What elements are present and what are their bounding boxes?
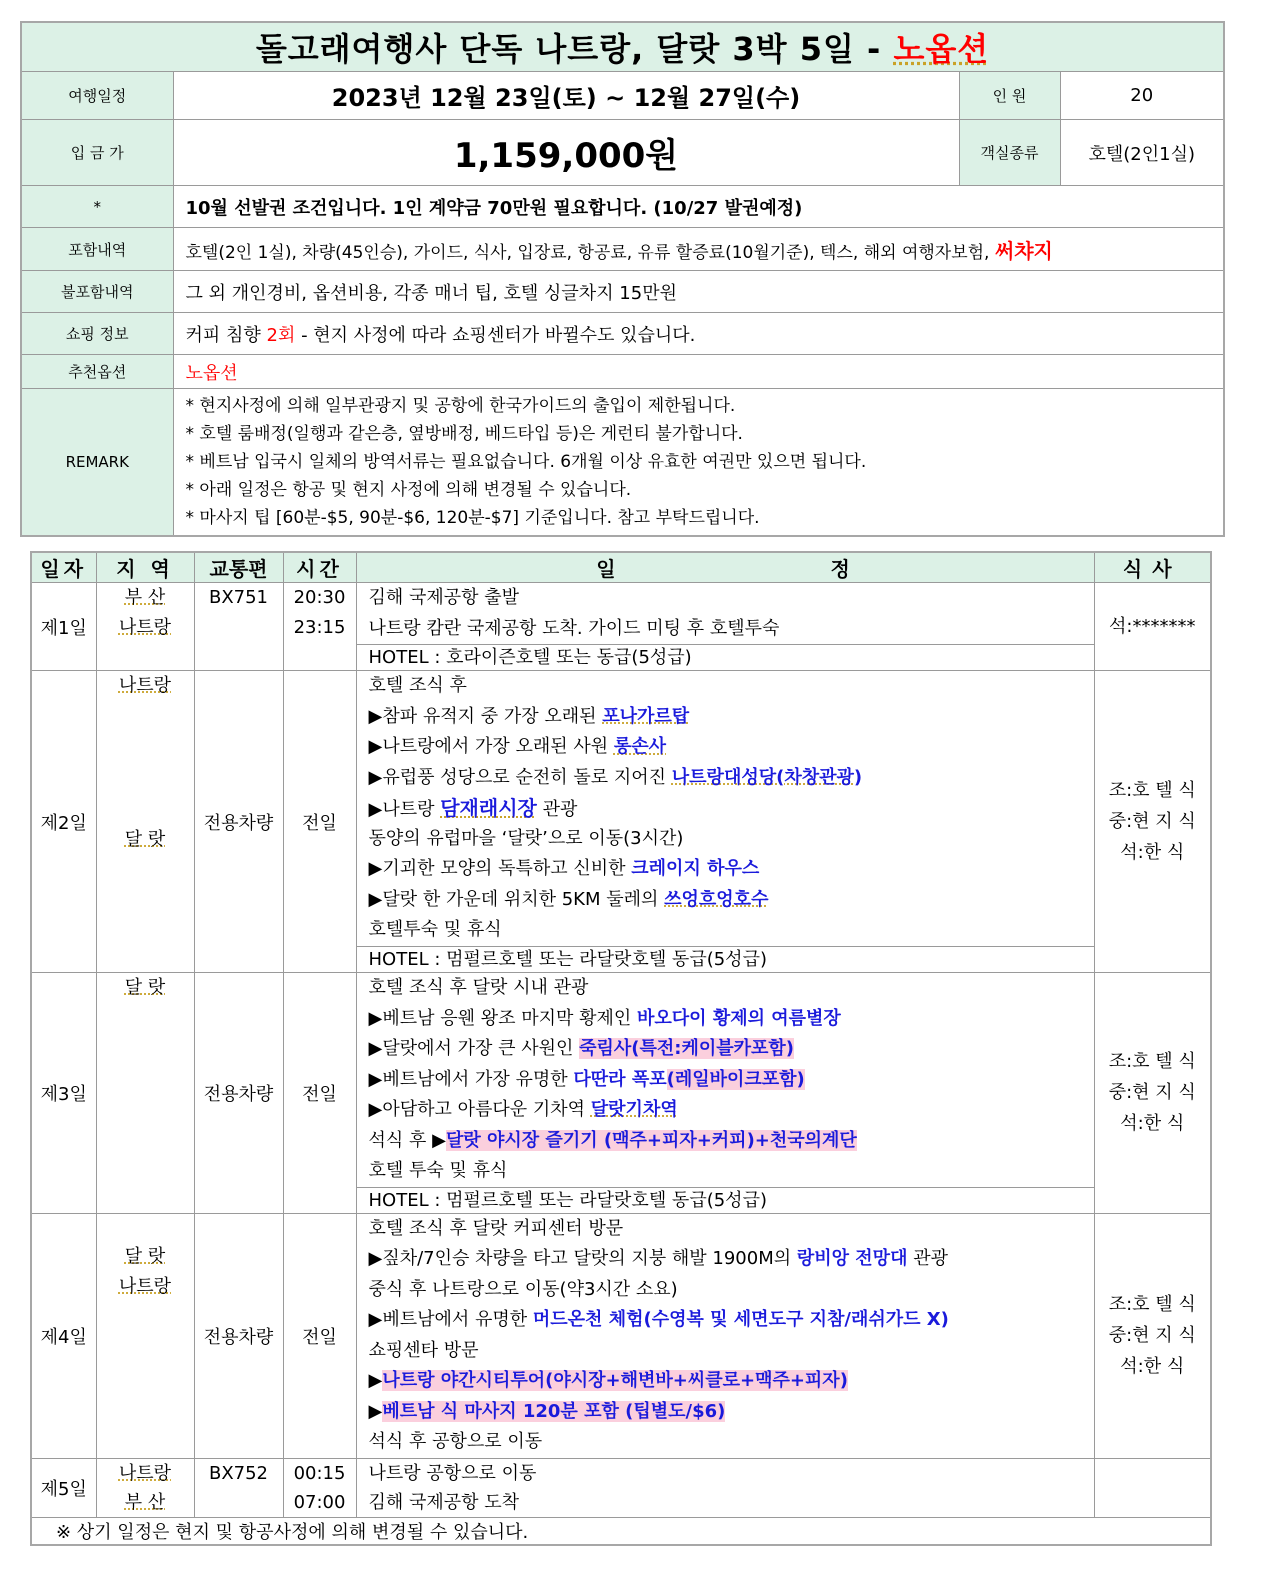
region-name: 나트랑 [118,617,172,638]
schedule-line: 나트랑 공항으로 이동 [368,1462,537,1484]
itinerary-header [31,552,1211,583]
attraction: 랑비앙 전망대 [796,1248,908,1269]
remark-item: * 마사지 팁 [60분-$5, 90분-$6, 120분-$7] 기준입니다. 참고 부탁드립니다. [185,508,760,528]
hotel-line: HOTEL : 멈펄르호텔 또는 라달랏호텔 동급(5성급) [357,946,1094,972]
meal-dinner: 석:한 식 [1120,1113,1185,1135]
header-schedule: 일 정 [356,552,1094,583]
meal-cell: 석:******* [1094,583,1211,671]
attraction-extra: (레일바이크포함) [666,1068,805,1090]
schedule-cell [356,583,1094,671]
meal-dinner: 석:한 식 [1120,842,1185,863]
region-name: 나트랑 [118,1462,172,1484]
attraction: 나트랑 야간시티투어(야시장+해변바+씨클로+맥주+피자) [382,1370,848,1391]
meal-lunch: 중:현 지 식 [1108,1325,1196,1346]
itinerary-table [30,551,1212,1546]
header-day: 일자 [31,552,96,583]
day-label: 제2일 [31,671,96,973]
schedule-line: ▶나트랑 담재래시장 관광 [368,796,578,821]
schedule-line: ▶달랏에서 가장 큰 사원인 죽림사(특전:케이블카포함) [368,1038,795,1059]
schedule-line: 석식 후 공항으로 이동 [368,1431,543,1452]
remark-list [173,389,1224,537]
people-value: 20 [1060,72,1224,120]
schedule-line: ▶나트랑 야간시티투어(야시장+해변바+씨클로+맥주+피자) [368,1370,848,1391]
hotel-line: HOTEL : 멈펄르호텔 또는 라달랏호텔 동급(5성급) [357,1187,1094,1213]
region-name: 달 랏 [124,829,166,850]
schedule-line: ▶베트남 식 마사지 120분 포함 (팁별도/$6) [368,1400,726,1422]
region-cell [96,973,194,1214]
day-label: 제1일 [31,583,96,671]
exclude-label: 불포함내역 [21,271,173,313]
meal-cell [1094,1213,1211,1458]
meal-cell [1094,973,1211,1214]
schedule-line: ▶아담하고 아름다운 기차역 달랏기차역 [368,1099,678,1120]
region-name: 부 산 [124,1491,166,1513]
header-region: 지 역 [96,552,194,583]
attraction: 포나가르탑 [602,705,690,727]
room-value: 호텔(2인1실) [1060,120,1224,186]
attraction: 롱손사 [613,736,667,758]
day-row [31,973,1211,1214]
region-name: 나트랑 [118,675,172,696]
header-time: 시간 [283,552,356,583]
time-value: 23:15 [293,617,346,638]
day-row [31,583,1211,671]
include-value: 호텔(2인 1실), 차량(45인승), 가이드, 식사, 입장료, 항공료, 유류 할증료(10월기준), 텍스, 해외 여행자보험, [185,242,995,263]
schedule-line: 쇼핑센타 방문 [368,1339,479,1361]
schedule-line: 동양의 유럽마을 ‘달랏’으로 이동(3시간) [368,827,684,849]
schedule-line: ▶달랏 한 가운데 위치한 5KM 둘레의 쓰엉흐엉호수 [368,888,769,910]
region-name: 달 랏 [124,977,166,998]
page-title [21,22,1224,72]
title-text: 돌고래여행사 단독 나트랑, 달랏 3박 5일 - [255,30,894,68]
meal-breakfast: 조:호 텔 식 [1108,780,1196,801]
region-cell [96,583,194,671]
schedule-line: ▶베트남에서 가장 유명한 다딴라 폭포(레일바이크포함) [368,1068,805,1090]
room-label: 객실종류 [959,120,1060,186]
time-value: 20:30 [293,587,346,608]
transport-cell: BX752 [194,1458,283,1517]
title-highlight: 노옵션 [893,30,990,68]
attraction: 바오다이 황제의 여름별장 [637,1007,841,1029]
region-name: 나트랑 [118,1275,172,1297]
shopping-post: - 현지 사정에 따라 쇼핑센터가 바뀔수도 있습니다. [295,324,696,346]
schedule-line: 호텔 투숙 및 휴식 [368,1160,508,1181]
schedule-line: 김해 국제공항 도착 [368,1491,520,1513]
region-cell [96,1213,194,1458]
shopping-count: 2회 [266,324,296,346]
meal-breakfast: 조:호 텔 식 [1108,1051,1196,1073]
remark-item: * 현지사정에 의해 일부관광지 및 공항에 한국가이드의 출입이 제한됩니다. [185,396,736,416]
shopping-pre: 커피 침향 [185,324,267,346]
meal-cell [1094,1458,1211,1517]
schedule-line: ▶유럽풍 성당으로 순전히 돌로 지어진 나트랑대성당(차창관광) [368,766,863,788]
time-value: 00:15 [293,1462,346,1484]
shopping-row [173,313,1224,355]
schedule-cell [356,671,1094,973]
remark-label: REMARK [21,389,173,537]
attraction: 담재래시장 [440,796,537,821]
attraction: 나트랑대성당(차창관광) [671,766,863,788]
schedule-cell [356,1458,1094,1517]
schedule-line: 호텔 조식 후 달랏 시내 관광 [368,977,589,998]
time-cell: 전일 [283,1213,356,1458]
attraction: 베트남 식 마사지 120분 포함 (팁별도/$6) [382,1400,726,1422]
dates-value: 2023년 12월 23일(토) ~ 12월 27일(수) [173,72,959,120]
schedule-line: ▶짚차/7인승 차량을 타고 달랏의 지붕 해발 1900M의 랑비앙 전망대 관광 [368,1248,948,1269]
schedule-line: 김해 국제공항 출발 [368,587,520,608]
dates-label: 여행일정 [21,72,173,120]
schedule-line: ▶나트랑에서 가장 오래된 사원 롱손사 [368,736,667,758]
exclude-value: 그 외 개인경비, 옵션비용, 각종 매너 팁, 호텔 싱글차지 15만원 [173,271,1224,313]
region-cell [96,1458,194,1517]
region-name: 달 랏 [124,1245,166,1267]
meal-breakfast: 조:호 텔 식 [1108,1294,1196,1315]
attraction: 크레이지 하우스 [631,858,760,880]
attraction: 쓰엉흐엉호수 [664,888,769,910]
transport-cell: 전용차량 [194,1213,283,1458]
option-label: 추천옵션 [21,355,173,389]
schedule-cell [356,973,1094,1214]
region-name: 부 산 [124,587,166,608]
price-value: 1,159,000원 [173,120,959,186]
option-value: 노옵션 [173,355,1224,389]
transport-cell: 전용차량 [194,671,283,973]
schedule-line: ▶기괴한 모양의 독특하고 신비한 크레이지 하우스 [368,858,760,880]
remark-item: * 호텔 룸배정(일행과 같은층, 옆방배정, 베드타입 등)은 게런티 불가합니다. [185,424,743,444]
schedule-line: ▶베트남 응웬 왕조 마지막 황제인 바오다이 황제의 여름별장 [368,1007,841,1029]
attraction: 죽림사(특전:케이블카포함) [579,1038,795,1059]
footnote: ※ 상기 일정은 현지 및 항공사정에 의해 변경될 수 있습니다. [31,1517,1211,1545]
time-cell: 전일 [283,671,356,973]
include-row [173,228,1224,271]
day-row [31,671,1211,973]
note-value: 10월 선발권 조건입니다. 1인 계약금 70만원 필요합니다. (10/27 발권예정) [173,186,1224,228]
attraction: 머드온천 체험(수영복 및 세면도구 지참/래쉬가드 X) [532,1309,949,1330]
day-label: 제3일 [31,973,96,1214]
meal-lunch: 중:현 지 식 [1108,811,1196,832]
day-label: 제5일 [31,1458,96,1517]
attraction: 달랏기차역 [590,1099,678,1120]
attraction: 다딴라 폭포 [573,1068,667,1090]
remark-item: * 베트남 입국시 일체의 방역서류는 필요없습니다. 6개월 이상 유효한 여권만 있으면 됩니다. [185,452,867,472]
schedule-cell [356,1213,1094,1458]
transport-cell: 전용차량 [194,973,283,1214]
meal-cell [1094,671,1211,973]
attraction: 달랏 야시장 즐기기 (맥주+피자+커피)+천국의계단 [445,1129,857,1151]
summary-table [20,21,1225,537]
day-row [31,1458,1211,1517]
time-cell: 전일 [283,973,356,1214]
meal-lunch: 중:현 지 식 [1108,1082,1196,1104]
schedule-line: ▶베트남에서 유명한 머드온천 체험(수영복 및 세면도구 지참/래쉬가드 X) [368,1309,949,1330]
footnote-row [31,1517,1211,1545]
schedule-line: 호텔투숙 및 휴식 [368,919,502,941]
schedule-line: ▶참파 유적지 중 가장 오래된 포나가르탑 [368,705,690,727]
price-label: 입 금 가 [21,120,173,186]
schedule-line: 나트랑 캄란 국제공항 도착. 가이드 미팅 후 호텔투숙 [368,617,780,639]
schedule-line: 중식 후 나트랑으로 이동(약3시간 소요) [368,1278,678,1300]
include-label: 포함내역 [21,228,173,271]
schedule-line: 호텔 조식 후 [368,675,467,697]
schedule-line: 호텔 조식 후 달랏 커피센터 방문 [368,1217,624,1239]
header-transport: 교통편 [194,552,283,583]
time-cell [283,1458,356,1517]
meal-dinner: 석:한 식 [1120,1356,1185,1377]
remark-item: * 아래 일정은 항공 및 현지 사정에 의해 변경될 수 있습니다. [185,480,632,500]
people-label: 인 원 [959,72,1060,120]
include-surcharge: 써챠지 [994,238,1053,263]
hotel-line: HOTEL : 호라이즌호텔 또는 동급(5성급) [357,644,1094,670]
shopping-label: 쇼핑 정보 [21,313,173,355]
schedule-line: 석식 후 ▶달랏 야시장 즐기기 (맥주+피자+커피)+천국의계단 [368,1129,857,1151]
transport-cell: BX751 [194,583,283,671]
day-label: 제4일 [31,1213,96,1458]
day-row [31,1213,1211,1458]
time-cell [283,583,356,671]
time-value: 07:00 [293,1491,346,1513]
note-label: * [21,186,173,228]
region-cell [96,671,194,973]
header-meal: 식사 [1094,552,1211,583]
